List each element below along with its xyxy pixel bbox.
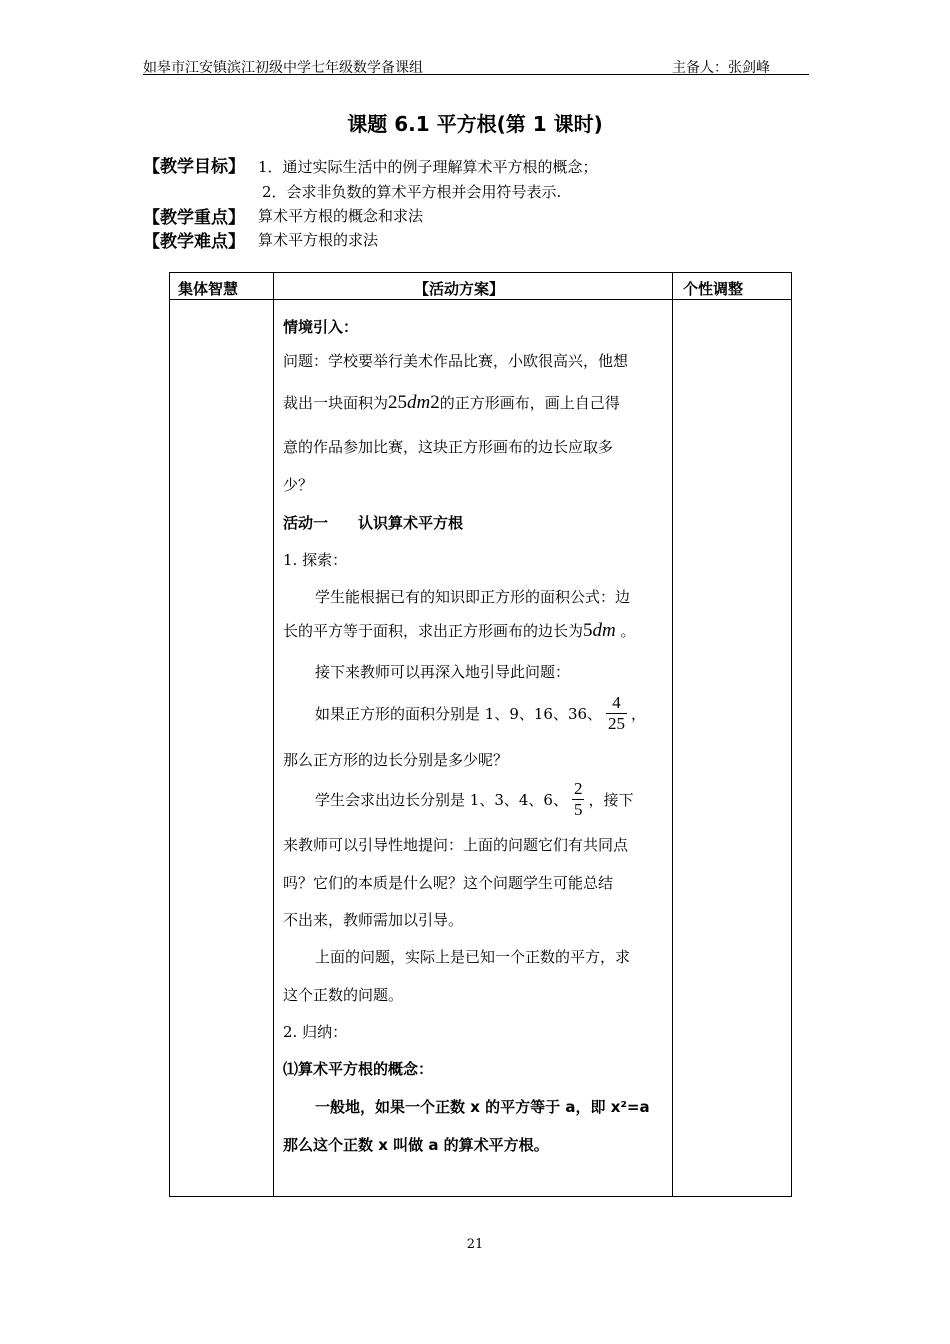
fraction-numerator: 2 — [573, 778, 583, 798]
area-number: 25 — [388, 392, 408, 413]
fraction-four-over-twenty-five — [606, 693, 627, 734]
page-title: 课题 6.1 平方根(第 1 课时) — [347, 112, 603, 136]
key-point-label: 【教学重点】 — [143, 208, 245, 228]
table-col-divider-2 — [672, 272, 673, 1197]
explore-para-3-line-1 — [283, 688, 671, 738]
explore-heading: 1. 探索： — [283, 551, 348, 569]
fraction-denominator: 25 — [608, 713, 626, 733]
definition-line-1: 一般地，如果一个正数 x 的平方等于 a，即 x²=a — [315, 1098, 650, 1116]
intro-line-1: 问题：学校要举行美术作品比赛，小欧很高兴，他想 — [283, 352, 629, 370]
explore-para-4-a: 学生会求出边长分别是 1、3、4、6、 — [315, 790, 568, 809]
intro-line-2-a: 裁出一块面积为 — [283, 394, 389, 412]
explore-para-3-b: ， — [631, 704, 647, 723]
concept-heading: ⑴算术平方根的概念： — [283, 1060, 434, 1078]
area-exponent: 2 — [430, 392, 440, 413]
header-author: 主备人：张剑峰 — [672, 60, 770, 76]
fraction-denominator: 5 — [573, 799, 583, 819]
header-school: 如皋市江安镇滨江初级中学七年级数学备课组 — [143, 60, 423, 76]
activity-1-heading: 活动一 认识算术平方根 — [283, 514, 464, 532]
table-right-border — [791, 272, 792, 1197]
explore-para-5-line-2: 这个正数的问题。 — [283, 986, 404, 1004]
intro-line-4: 少？ — [283, 476, 314, 494]
fraction-two-over-five — [572, 779, 585, 820]
area-unit: dm — [407, 392, 431, 413]
objective-2: 2．会求非负数的算术平方根并会用符号表示. — [262, 183, 562, 201]
explore-para-3-line-2: 那么正方形的边长分别是多少呢？ — [283, 751, 509, 769]
table-top-border — [169, 272, 792, 273]
intro-heading: 情境引入： — [283, 318, 359, 336]
table-col-divider-1 — [273, 272, 274, 1197]
objectives-label: 【教学目标】 — [143, 157, 245, 177]
intro-line-3: 意的作品参加比赛，这块正方形画布的边长应取多 — [283, 438, 614, 456]
side-unit: dm — [592, 620, 616, 641]
objective-1: 1．通过实际生活中的例子理解算术平方根的概念； — [258, 158, 598, 176]
explore-para-4-line-4: 不出来，教师需加以引导。 — [283, 911, 464, 929]
explore-para-4-b: ，接下 — [588, 790, 634, 809]
fraction-numerator: 4 — [606, 693, 627, 714]
summary-heading: 2. 归纳： — [283, 1023, 348, 1041]
explore-para-4-line-1 — [283, 774, 671, 824]
explore-para-3-a: 如果正方形的面积分别是 1、9、16、36、 — [315, 704, 603, 723]
explore-para-4-line-3: 吗？它们的本质是什么呢？这个问题学生可能总结 — [283, 874, 614, 892]
explore-para-1-line-2-a: 长的平方等于面积，求出正方形画布的边长为 — [283, 622, 584, 640]
explore-para-1-line-1: 学生能根据已有的知识即正方形的面积公式：边 — [315, 588, 631, 606]
definition-line-2: 那么这个正数 x 叫做 a 的算术平方根。 — [283, 1136, 549, 1154]
key-point-text: 算术平方根的概念和求法 — [258, 207, 424, 225]
explore-para-1-line-2 — [283, 620, 671, 642]
table-bottom-border — [169, 1196, 792, 1197]
explore-para-1-line-2-b: 。 — [615, 622, 636, 640]
header-rule — [143, 74, 809, 75]
difficulty-text: 算术平方根的求法 — [258, 231, 379, 249]
table-header-border — [169, 299, 792, 300]
table-left-border — [169, 272, 170, 1197]
explore-para-5-line-1: 上面的问题，实际上是已知一个正数的平方，求 — [315, 948, 631, 966]
page-number: 21 — [466, 1237, 484, 1252]
column-header-collective: 集体智慧 — [178, 280, 239, 298]
intro-line-2-b: 的正方形画布，画上自己得 — [439, 394, 620, 412]
column-header-personal-adjust: 个性调整 — [683, 280, 744, 298]
difficulty-label: 【教学难点】 — [143, 232, 245, 252]
intro-line-2 — [283, 392, 671, 414]
column-header-activity-plan: 【活动方案】 — [414, 280, 505, 298]
explore-para-4-line-2: 来教师可以引导性地提问：上面的问题它们有共同点 — [283, 836, 629, 854]
side-number: 5 — [583, 620, 593, 641]
explore-para-2: 接下来教师可以再深入地引导此问题： — [315, 663, 571, 681]
